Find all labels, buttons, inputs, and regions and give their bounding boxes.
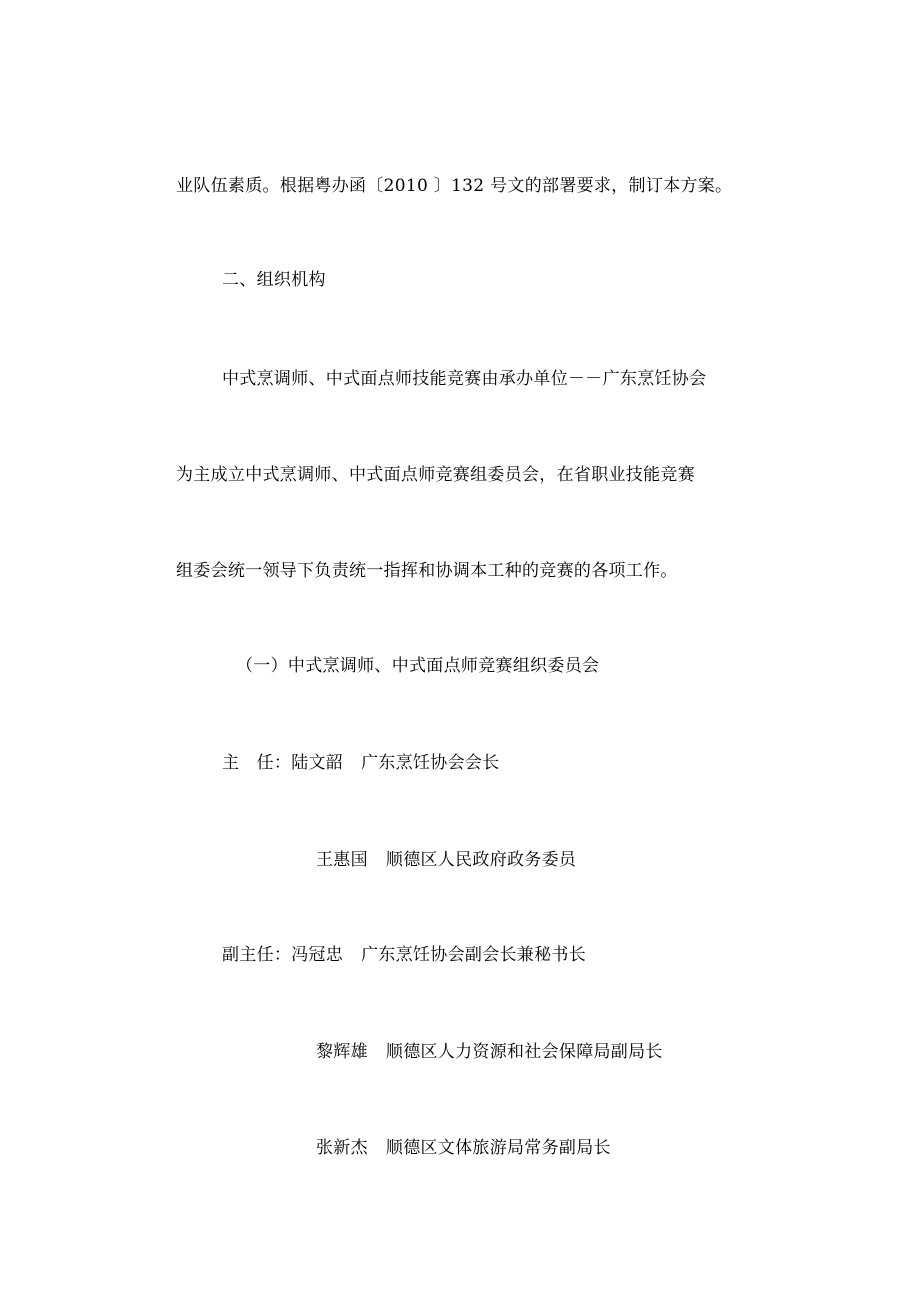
member-title: 顺德区人力资源和社会保障局副局长: [385, 1042, 663, 1062]
member-name: 冯冠忠: [291, 945, 344, 965]
member-title: 顺德区文体旅游局常务副局长: [385, 1138, 611, 1158]
member-role: 主 任：: [222, 753, 292, 773]
member-title: 广东烹饪协会副会长兼秘书长: [361, 945, 587, 965]
member-name: 张新杰: [316, 1138, 368, 1158]
member-name: 陆文韶: [291, 753, 344, 773]
paragraph-line: 中式烹调师、中式面点师技能竞赛由承办单位－－广东烹饪协会: [222, 369, 707, 389]
paragraph-continuation: 业队伍素质。根据粤办函〔2010 〕132 号文的部署要求，制订本方案。: [176, 176, 733, 196]
paragraph-line: 为主成立中式烹调师、中式面点师竞赛组委员会，在省职业技能竞赛: [176, 465, 695, 485]
member-title: 广东烹饪协会会长: [361, 753, 500, 773]
section-heading: 二、组织机构: [222, 270, 326, 290]
member-role: 副主任：: [222, 945, 292, 965]
member-row: [316, 1040, 663, 1064]
member-row: [316, 848, 576, 872]
member-row: [222, 943, 586, 967]
member-name: 黎辉雄: [316, 1042, 368, 1062]
member-row: [316, 1136, 611, 1160]
member-title: 顺德区人民政府政务委员: [385, 850, 577, 870]
member-name: 王惠国: [316, 850, 368, 870]
subsection-heading: （一）中式烹调师、中式面点师竞赛组织委员会: [236, 656, 600, 676]
paragraph-line: 组委会统一领导下负责统一指挥和协调本工种的竞赛的各项工作。: [176, 561, 678, 581]
member-row: [222, 751, 500, 775]
